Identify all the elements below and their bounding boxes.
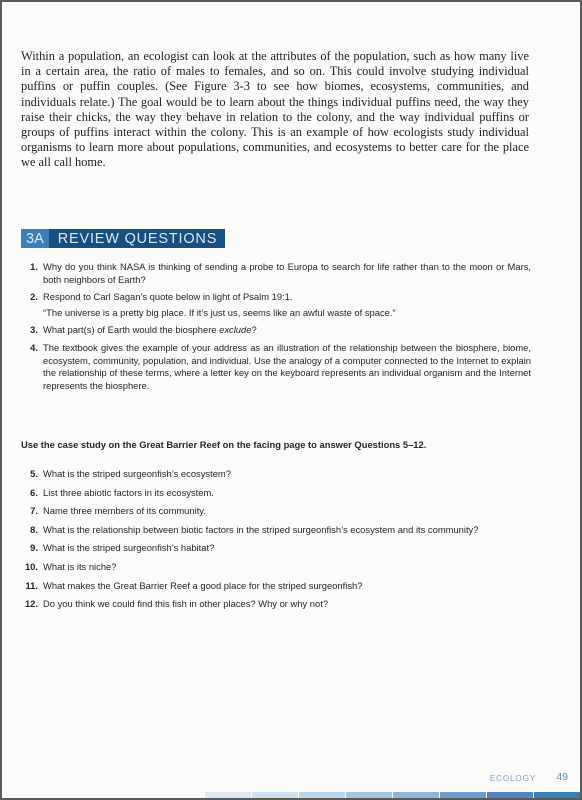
case-study-prompt: Use the case study on the Great Barrier Reef on the facing page to answer Questions 5–12.	[21, 439, 427, 450]
question-number: 3.	[30, 324, 38, 336]
footer-section-label: ECOLOGY	[489, 773, 536, 783]
page-number: 49	[556, 771, 568, 783]
footer-bar-segment	[252, 792, 298, 798]
footer-bar-segment	[487, 792, 533, 798]
textbook-page	[2, 2, 580, 798]
question-item	[21, 291, 531, 319]
review-questions-list	[21, 261, 531, 392]
question-text	[43, 324, 531, 337]
intro-paragraph: Within a population, an ecologist can look at the attributes of the population, such as how many live in a certain area, the ratio of males to females, and so on. This could involve studying individual puffins or puffin couples. (See Figure 3-3 to see how biomes, ecosystems, communities, and individuals relate.) The goal would be to learn about the things individual puffins need, the way they raise their chicks, the way they behave in relation to the colony, and the way individual puffins or groups of puffins interact within the colony. This is an example of how ecologists study individual organisms to learn more about populations, communities, and ecosystems to better care for the place we all call home.	[21, 49, 529, 170]
question-item	[21, 542, 531, 555]
question-text: What is the striped surgeonfish’s habitat?	[43, 542, 215, 554]
question-text: What is its niche?	[43, 560, 117, 572]
footer-bar-segment	[440, 792, 486, 798]
question-number: 1.	[30, 261, 38, 272]
sagan-quote: “The universe is a pretty big place. If it’s just us, seems like an awful waste of space.”	[43, 306, 396, 318]
question-item	[21, 598, 531, 611]
question-text: What makes the Great Barrier Reef a good place for the striped surgeonfish?	[43, 579, 363, 591]
question-number: 4.	[30, 341, 38, 353]
question-item	[21, 324, 531, 337]
question-number: 5.	[30, 468, 38, 479]
case-study-questions-list	[21, 468, 531, 611]
question-number: 12.	[24, 598, 38, 610]
question-item	[21, 580, 531, 593]
question-number: 11.	[25, 579, 38, 591]
question-text-before: What part(s) of Earth would the biosphere	[43, 324, 220, 336]
question-prompt: Respond to Carl Sagan’s quote below in light of Psalm 19:1.	[43, 291, 293, 303]
question-text: Why do you think NASA is thinking of sending a probe to Europa to search for life rather than to the moon or Mars, both neighbors of Earth?	[43, 261, 531, 285]
question-emphasis: exclude	[219, 324, 252, 336]
question-text: Name three members of its community.	[43, 505, 206, 517]
question-item	[21, 261, 531, 286]
footer-bar-segment	[534, 792, 580, 798]
question-item	[21, 487, 531, 500]
question-number: 10.	[24, 560, 38, 572]
question-text: What is the striped surgeonfish’s ecosystem?	[43, 468, 231, 479]
question-item	[21, 468, 531, 481]
section-heading	[21, 229, 225, 248]
question-number: 9.	[30, 542, 38, 554]
question-text: List three abiotic factors in its ecosystem.	[43, 486, 214, 498]
question-text-after: ?	[251, 324, 257, 336]
section-title: REVIEW QUESTIONS	[49, 229, 225, 248]
footer-bar-segment	[299, 792, 345, 798]
question-number: 7.	[30, 505, 38, 517]
section-number: 3A	[21, 229, 49, 248]
question-item	[21, 524, 531, 537]
question-item	[21, 505, 531, 518]
question-text	[43, 291, 531, 319]
question-item	[21, 342, 531, 392]
question-number: 6.	[30, 486, 38, 498]
footer-color-bar	[204, 792, 580, 798]
footer-bar-segment	[205, 792, 251, 798]
question-number: 8.	[30, 523, 38, 535]
question-text: The textbook gives the example of your address as an illustration of the relationship between the biosphere, biome, ecosystem, community, population, and individual. Use the analogy of a computer connected to the Internet to explain the relationship of these terms, where a letter key on the keyboard represents an individual organism and the Internet represents the biosphere.	[43, 341, 531, 391]
question-item	[21, 561, 531, 574]
footer-bar-segment	[346, 792, 392, 798]
question-number: 2.	[30, 291, 38, 303]
question-text: What is the relationship between biotic factors in the striped surgeonfish’s ecosystem and its community?	[43, 523, 479, 535]
question-text: Do you think we could find this fish in other places? Why or why not?	[43, 598, 329, 610]
footer-bar-segment	[393, 792, 439, 798]
